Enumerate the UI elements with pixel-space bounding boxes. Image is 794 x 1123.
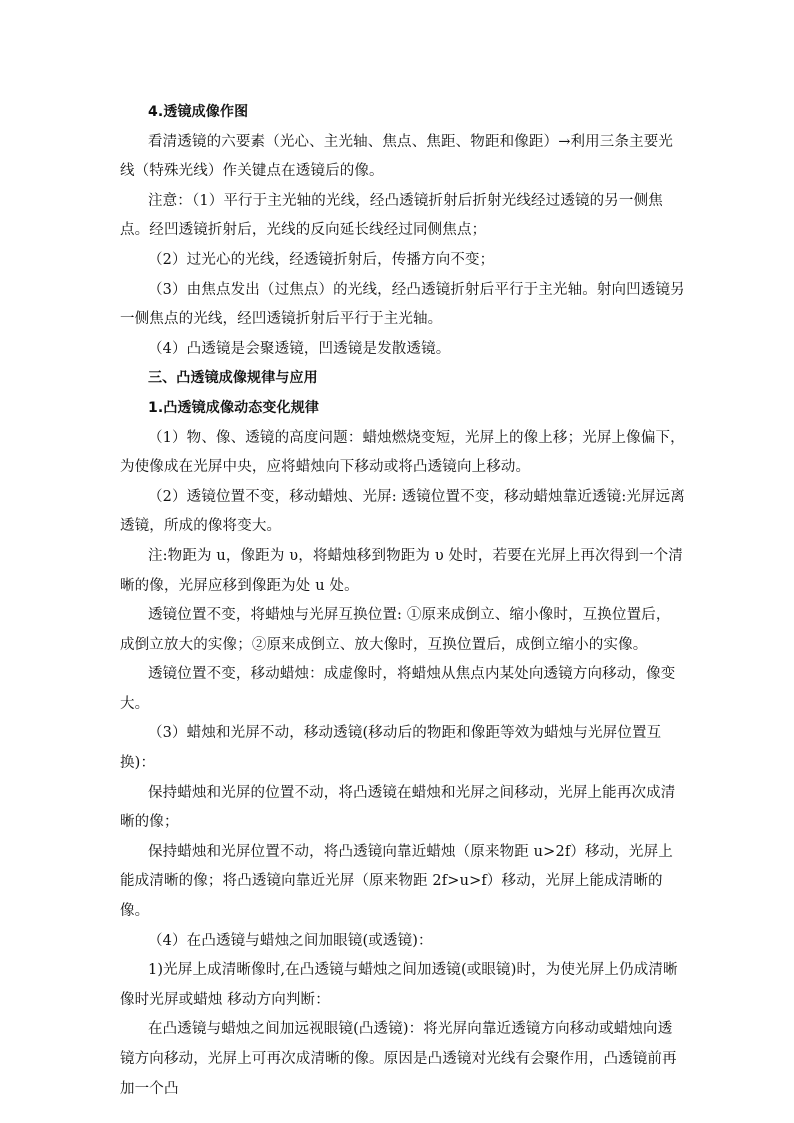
- paragraph: （4）凸透镜是会聚透镜，凹透镜是发散透镜。: [148, 340, 451, 357]
- paragraph: 透镜位置不变，将蜡烛与光屏互换位置: ①原来成倒立、缩小像时，互换位置后，成倒立放大的实像；②原来成倒立、放大像时，互换位置后，成倒立缩小的实像。: [120, 607, 671, 653]
- paragraph: 注意：（1）平行于主光轴的光线，经凸透镜折射后折射光线经过透镜的另一侧焦点。经凹透镜折射后，光线的反向延长线经过同侧焦点；: [120, 192, 663, 239]
- section-heading-convex-lens-rules: 三、凸透镜成像规律与应用: [148, 370, 318, 387]
- paragraph: 注:物距为 u，像距为 υ，将蜡烛移到物距为 υ 处时，若要在光屏上再次得到一个清晰的像，光屏应移到像距为处 u 处。: [120, 547, 683, 594]
- paragraph: （3）由焦点发出（过焦点）的光线，经凸透镜折射后平行于主光轴。射向凹透镜另一侧焦点的光线，经凹透镜折射后平行于主光轴。: [120, 281, 685, 328]
- section-heading-lens-imaging-drawing: 4.透镜成像作图: [148, 104, 249, 120]
- paragraph: （3）蜡烛和光屏不动，移动透镜(移动后的物距和像距等效为蜡烛与光屏位置互换)：: [120, 725, 662, 772]
- paragraph: 保持蜡烛和光屏位置不动，将凸透镜向靠近蜡烛（原来物距 u>2f）移动，光屏上能成清晰的像；将凸透镜向靠近光屏（原来物距 2f>u>f）移动，光屏上能成清晰的像。: [120, 843, 673, 920]
- paragraph: （4）在凸透镜与蜡烛之间加眼镜(或透镜)：: [148, 932, 433, 949]
- paragraph: 在凸透镜与蜡烛之间加远视眼镜(凸透镜)：将光屏向靠近透镜方向移动或蜡烛向透镜方向移动，光屏上可再次成清晰的像。原因是凸透镜对光线有会聚作用，凸透镜前再加一个凸: [120, 1021, 677, 1097]
- paragraph: 看清透镜的六要素（光心、主光轴、焦点、焦距、物距和像距）→利用三条主要光线（特殊光线）作关键点在透镜后的像。: [120, 133, 674, 180]
- subsection-heading-dynamic-rules: 1.凸透镜成像动态变化规律: [148, 399, 320, 416]
- paragraph: 保持蜡烛和光屏的位置不动，将凸透镜在蜡烛和光屏之间移动，光屏上能再次成清晰的像；: [120, 784, 676, 831]
- paragraph: 1)光屏上成清晰像时,在凸透镜与蜡烛之间加透镜(或眼镜)时，为使光屏上仍成清晰像时光屏或蜡烛 移动方向判断：: [120, 962, 678, 1008]
- paragraph: （1）物、像、透镜的高度问题：蜡烛燃烧变短，光屏上的像上移；光屏上像偏下，为使像成在光屏中央，应将蜡烛向下移动或将凸透镜向上移动。: [120, 429, 685, 476]
- document-body: [120, 98, 685, 1104]
- paragraph: （2）透镜位置不变，移动蜡烛、光屏: 透镜位置不变，移动蜡烛靠近透镜:光屏远离透镜，所成的像将变大。: [120, 488, 685, 535]
- paragraph: 透镜位置不变，移动蜡烛：成虚像时，将蜡烛从焦点内某处向透镜方向移动，像变大。: [120, 666, 676, 712]
- paragraph: （2）过光心的光线，经透镜折射后，传播方向不变；: [148, 251, 495, 268]
